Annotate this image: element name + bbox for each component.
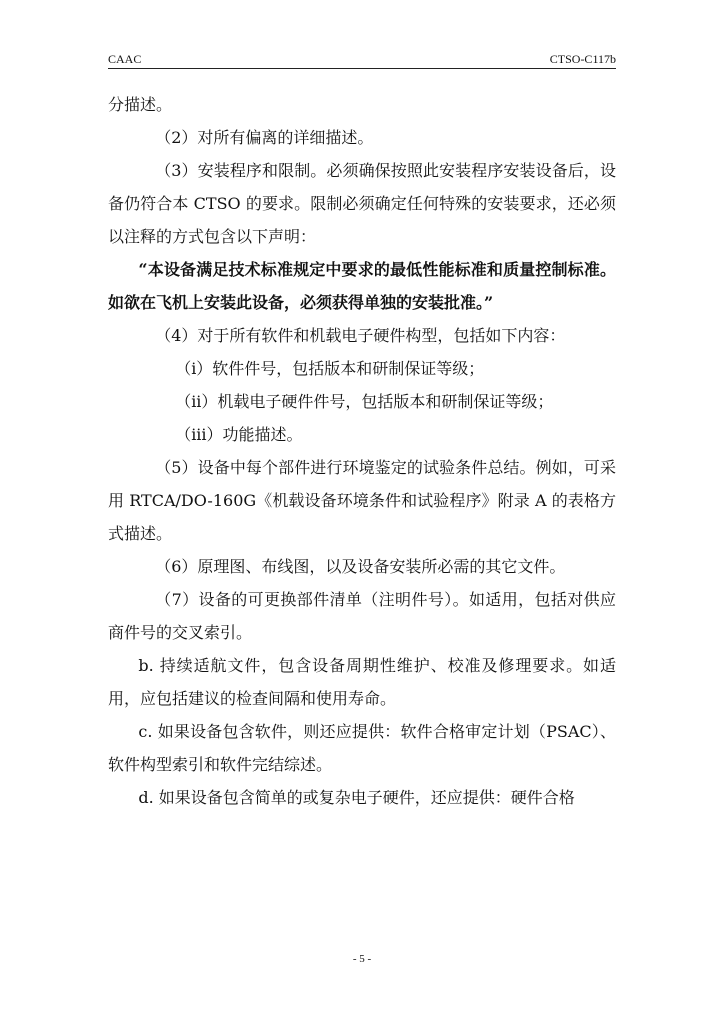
page-header — [108, 52, 616, 69]
paragraph-subitem-iii: （iii）功能描述。 — [175, 425, 303, 444]
paragraph-item-6: （6）原理图、布线图，以及设备安装所必需的其它文件。 — [155, 557, 566, 576]
paragraph-subitem-i: （i）软件件号，包括版本和研制保证等级； — [175, 359, 485, 378]
paragraph-item-7: （7）设备的可更换部件清单（注明件号）。如适用，包括对供应商件号的交叉索引。 — [108, 590, 616, 642]
paragraph-item-2: （2）对所有偏离的详细描述。 — [155, 128, 374, 147]
header-document-id: CTSO-C117b — [549, 52, 616, 66]
document-body — [108, 88, 616, 814]
paragraph-continuation: 分描述。 — [108, 95, 173, 114]
paragraph-item-d: d. 如果设备包含简单的或复杂电子硬件，还应提供：硬件合格 — [138, 788, 575, 807]
paragraph-item-3: （3）安装程序和限制。必须确保按照此安装程序安装设备后，设备仍符合本 CTSO 的要求。限制必须确定任何特殊的安装要求，还必须以注释的方式包含以下声明： — [108, 161, 616, 246]
paragraph-item-4: （4）对于所有软件和机载电子硬件构型，包括如下内容： — [155, 326, 566, 345]
paragraph-item-c: c. 如果设备包含软件，则还应提供：软件合格审定计划（PSAC）、软件构型索引和软件完结综述。 — [108, 722, 616, 774]
page-number: - 5 - — [352, 953, 372, 965]
paragraph-item-5: （5）设备中每个部件进行环境鉴定的试验条件总结。例如，可采用 RTCA/DO-160G《机载设备环境条件和试验程序》附录 A 的表格方式描述。 — [108, 458, 616, 543]
header-organization: CAAC — [108, 52, 142, 66]
paragraph-subitem-ii: （ii）机载电子硬件件号，包括版本和研制保证等级； — [175, 392, 554, 411]
paragraph-statement: “本设备满足技术标准规定中要求的最低性能标准和质量控制标准。如欲在飞机上安装此设备，必须获得单独的安装批准。” — [108, 260, 616, 312]
paragraph-item-b: b. 持续适航文件，包含设备周期性维护、校准及修理要求。如适用，应包括建议的检查间隔和使用寿命。 — [108, 656, 616, 708]
